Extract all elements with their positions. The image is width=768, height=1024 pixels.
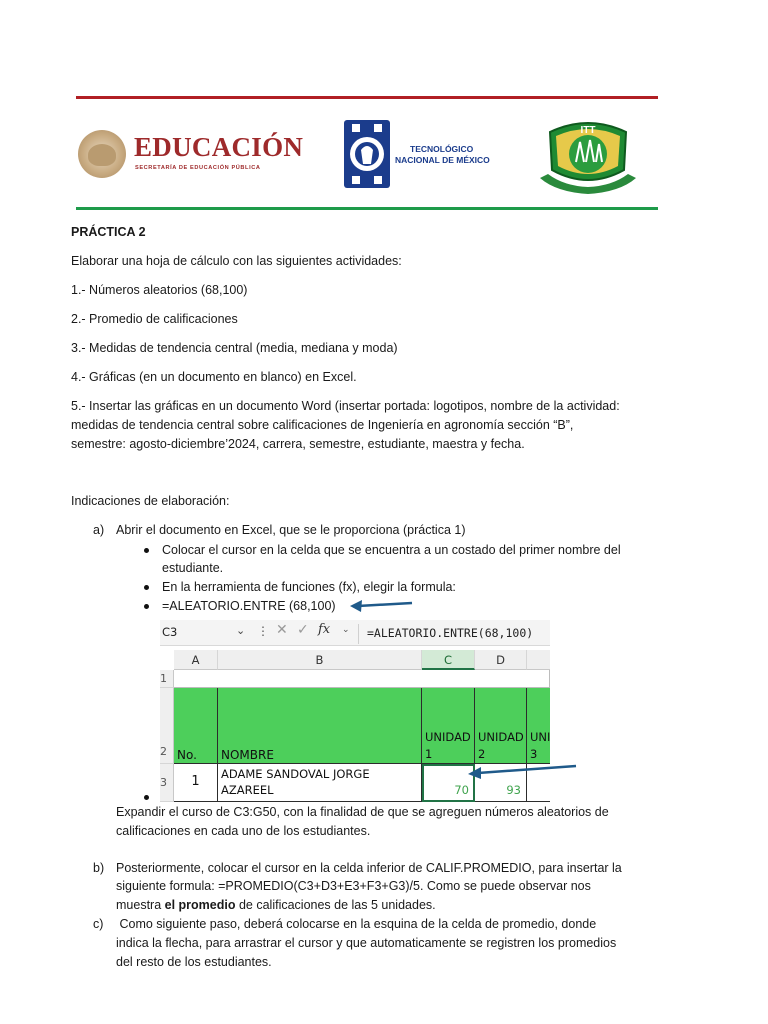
column-header-c[interactable]: C: [422, 650, 475, 670]
itt-emblem-icon: [536, 118, 640, 198]
column-header-d[interactable]: D: [475, 650, 527, 670]
student-name-line1: ADAME SANDOVAL JORGE: [221, 767, 370, 781]
sep-logo-sub: SECRETARÍA DE EDUCACIÓN PÚBLICA: [135, 165, 261, 171]
tecnm-line1: TECNOLÓGICO: [410, 144, 474, 154]
name-box[interactable]: C3: [162, 625, 178, 639]
row-header-1[interactable]: 1: [160, 670, 174, 688]
intro-text: Elaborar una hoja de cálculo con las siguientes actividades:: [71, 254, 402, 268]
tecnm-gear-icon: [344, 120, 390, 188]
header-unidad-1-num: 1: [425, 747, 433, 761]
fx-icon[interactable]: fx: [318, 622, 331, 637]
cell-d3-value: 93: [506, 783, 521, 797]
header-green-rule: [76, 207, 658, 210]
step-a-after-2: calificaciones en cada uno de los estudiantes.: [116, 824, 371, 838]
row-header-3[interactable]: 3: [160, 764, 174, 802]
step-c-marker: c): [93, 917, 104, 931]
step-a-text: Abrir el documento en Excel, que se le proporciona (práctica 1): [116, 523, 466, 537]
header-cell-unidad-1[interactable]: [422, 688, 475, 764]
formula-bar: [160, 620, 550, 646]
chevron-down-icon[interactable]: ⌄: [342, 625, 350, 635]
header-nombre-label: NOMBRE: [221, 748, 274, 762]
column-header-e[interactable]: [527, 650, 550, 670]
cell-a3[interactable]: 1: [174, 764, 218, 802]
step-b-line3-post: de calificaciones de las 5 unidades.: [235, 898, 436, 912]
check-icon[interactable]: ✓: [297, 622, 309, 638]
sep-logo: [78, 126, 318, 186]
header-unidad-3-label: UNI: [530, 730, 550, 744]
header-cell-no[interactable]: [174, 688, 218, 764]
header-unidad-2-label: UNIDAD: [478, 730, 524, 744]
practice-title: PRÁCTICA 2: [71, 225, 146, 239]
header-unidad-2-num: 2: [478, 747, 486, 761]
more-icon: ⋮: [257, 624, 269, 638]
step-b-line1: Posteriormente, colocar el cursor en la celda inferior de CALIF.PROMEDIO, para insertar la: [116, 861, 622, 875]
formula-input[interactable]: =ALEATORIO.ENTRE(68,100): [358, 624, 550, 644]
bullet-dot: [144, 548, 149, 553]
student-name-line2: AZAREEL: [221, 783, 274, 797]
header-unidad-3-num: 3: [530, 747, 538, 761]
tecnm-logo: [344, 120, 494, 190]
activity-1: 1.- Números aleatorios (68,100): [71, 283, 248, 297]
header-cell-unidad-3[interactable]: [527, 688, 550, 764]
tecnm-line2: NACIONAL DE MÉXICO: [395, 155, 490, 165]
activity-4: 4.- Gráficas (en un documento en blanco) en Excel.: [71, 370, 357, 384]
sep-logo-word: EDUCACIÓN: [134, 132, 304, 162]
bullet-dot: [144, 604, 149, 609]
cell-arrow-icon: [466, 762, 578, 780]
step-a-bullet-1: Colocar el cursor en la celda que se encuentra a un costado del primer nombre del: [162, 543, 621, 557]
column-header-a[interactable]: A: [174, 650, 218, 670]
step-a-bullet-1-cont: estudiante.: [162, 561, 224, 575]
step-b-marker: b): [93, 861, 105, 875]
activity-5-line2: medidas de tendencia central sobre calificaciones de Ingeniería en agronomía sección “B”,: [71, 418, 574, 432]
step-c-line2: indica la flecha, para arrastrar el cursor y que automaticamente se registren los promedios: [116, 936, 617, 950]
chevron-down-icon[interactable]: ⌄: [236, 624, 246, 637]
step-c-line1: Como siguiente paso, deberá colocarse en la esquina de la celda de promedio, donde: [116, 917, 597, 931]
activity-3: 3.- Medidas de tendencia central (media, mediana y moda): [71, 341, 398, 355]
activity-2: 2.- Promedio de calificaciones: [71, 312, 238, 326]
itt-logo: [536, 118, 640, 198]
cell-c3-value: 70: [454, 783, 469, 797]
step-a-marker: a): [93, 523, 105, 537]
step-b-line2: siguiente formula: =PROMEDIO(C3+D3+E3+F3+G3)/5. Como se puede observar nos: [116, 879, 591, 893]
column-header-b[interactable]: B: [218, 650, 422, 670]
header-cell-nombre[interactable]: [218, 688, 422, 764]
mexico-seal-icon: [78, 130, 126, 178]
cell-b3[interactable]: [218, 764, 422, 802]
header-unidad-1-label: UNIDAD: [425, 730, 471, 744]
header-no-label: No.: [177, 748, 197, 762]
header-cell-unidad-2[interactable]: [475, 688, 527, 764]
step-b-line3-bold: el promedio: [164, 898, 236, 912]
header-red-rule: [76, 96, 658, 99]
bullet-dot: [144, 795, 149, 800]
step-a-bullet-3: =ALEATORIO.ENTRE (68,100): [162, 599, 336, 613]
step-b-line3: [116, 896, 436, 915]
step-a-after-1: Expandir el curso de C3:G50, con la finalidad de que se agreguen números aleatorios de: [116, 805, 609, 819]
step-c-line3: del resto de los estudiantes.: [116, 955, 272, 969]
itt-initials: ITT: [580, 125, 596, 136]
indications-title: Indicaciones de elaboración:: [71, 494, 230, 508]
row-header-2[interactable]: 2: [160, 688, 174, 764]
formula-arrow-icon: [348, 597, 414, 613]
cancel-icon[interactable]: ✕: [276, 622, 288, 638]
activity-5-line1: 5.- Insertar las gráficas en un documento Word (insertar portada: logotipos, nombre de la actividad:: [71, 399, 620, 413]
bullet-dot: [144, 585, 149, 590]
activity-5-line3: semestre: agosto-diciembre’2024, carrera, semestre, estudiante, maestra y fecha.: [71, 437, 525, 451]
step-b-line3-pre: muestra: [116, 898, 165, 912]
step-a-bullet-2: En la herramienta de funciones (fx), elegir la formula:: [162, 580, 456, 594]
row-1-cells[interactable]: [174, 670, 550, 688]
